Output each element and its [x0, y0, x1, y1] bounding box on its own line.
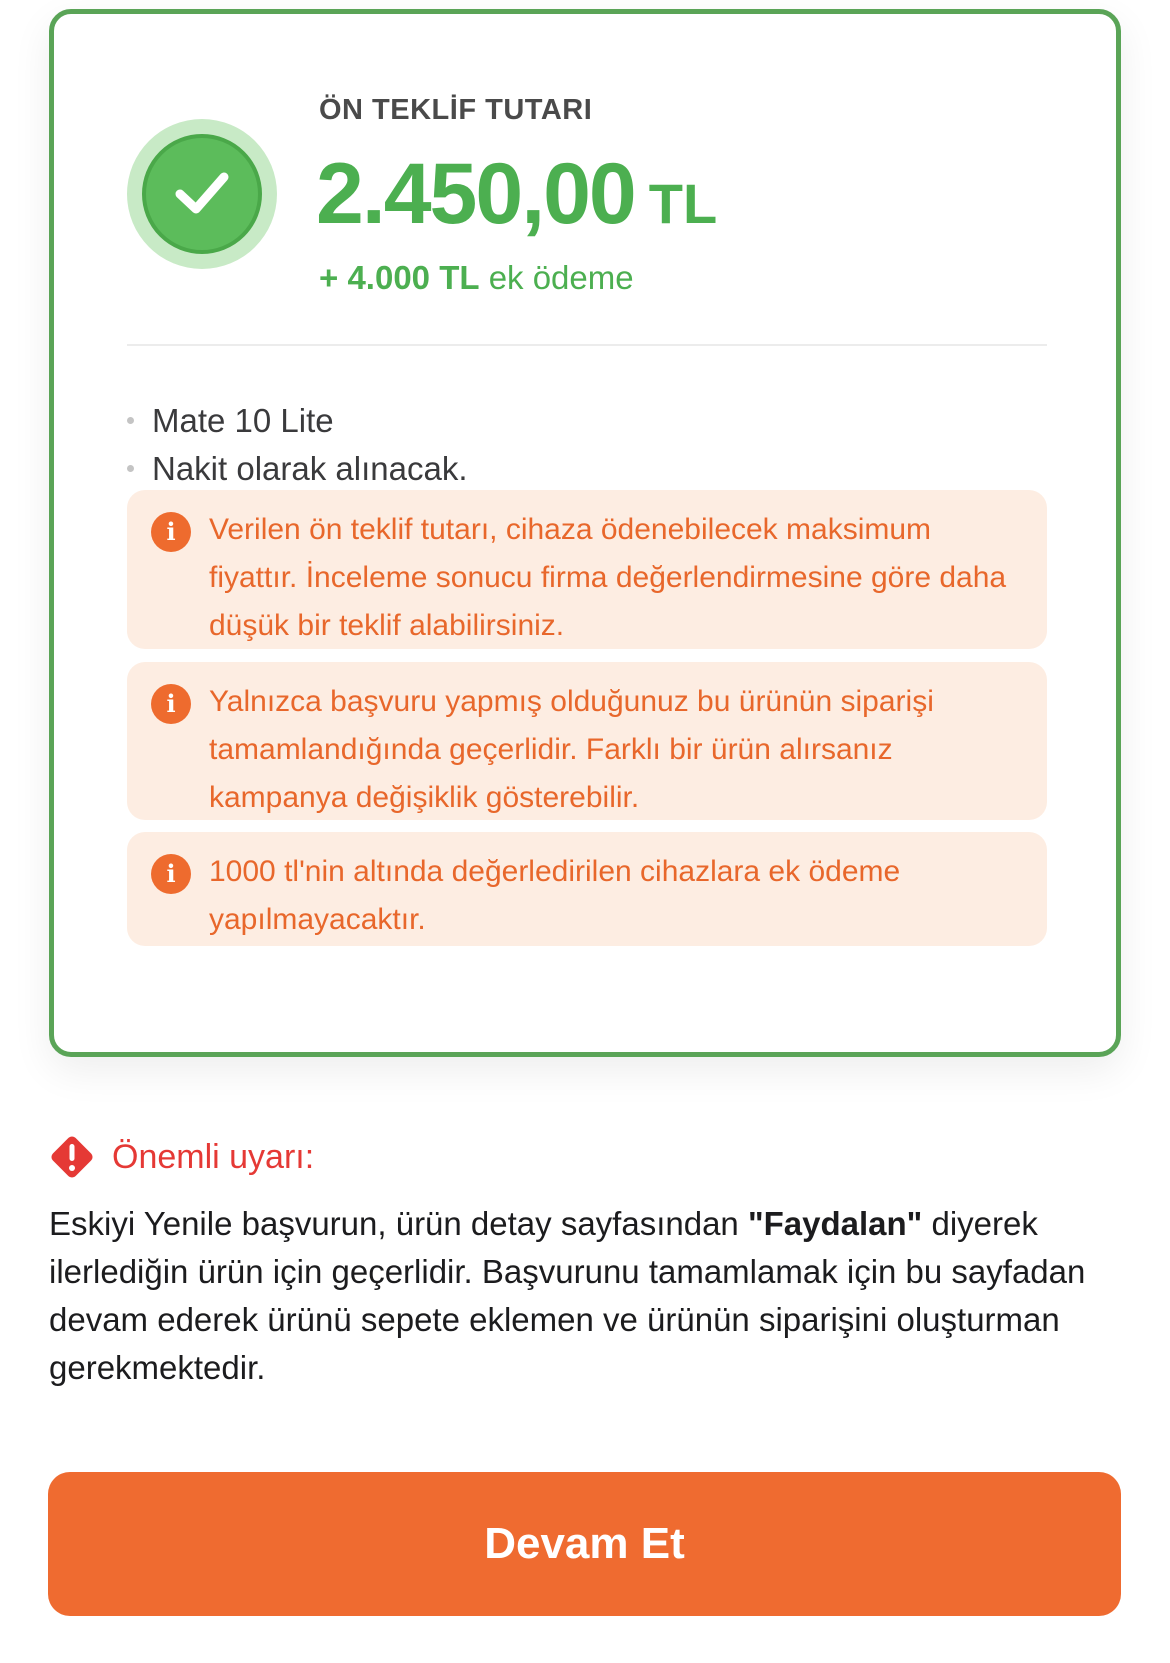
- warning-body-highlight: "Faydalan": [747, 1205, 923, 1242]
- offer-detail-item: [127, 445, 467, 493]
- info-icon: i: [151, 512, 191, 552]
- bullet-dot: [127, 417, 134, 424]
- info-note-max-price: [127, 490, 1047, 649]
- info-note-text: 1000 tl'nin altında değerledirilen cihazlara ek ödeme yapılmayacaktır.: [209, 855, 901, 936]
- warning-body-text-end: diyerek ilerlediğin ürün için geçerlidir. Başvurunu tamamlamak için bu sayfadan devam ederek ürünü sepete eklemen ve ürünün siparişini oluşturman gerekmektedir.: [49, 1205, 1086, 1386]
- continue-button[interactable]: Devam Et: [48, 1472, 1121, 1616]
- payment-method: Nakit olarak alınacak.: [152, 450, 468, 487]
- info-note-extra-payment-limit: [127, 832, 1047, 946]
- device-name: Mate 10 Lite: [152, 402, 334, 439]
- extra-payment-text: ek ödeme: [488, 259, 634, 296]
- extra-payment-amount: + 4.000 TL: [319, 259, 480, 296]
- warning-diamond-icon: [48, 1133, 96, 1181]
- warning-title: Önemli uyarı:: [112, 1138, 315, 1176]
- info-note-text: Yalnızca başvuru yapmış olduğunuz bu ürünün siparişi tamamlandığında geçerlidir. Farklı bir ürün alırsanız kampanya değişiklik gösterebilir.: [209, 685, 934, 814]
- info-note-text: Verilen ön teklif tutarı, cihaza ödenebilecek maksimum fiyattır. İnceleme sonucu firma değerlendirmesine göre daha düşük bir teklif alabilirsiniz.: [209, 513, 1007, 642]
- card-divider: [127, 344, 1047, 346]
- offer-amount-currency: TL: [648, 172, 718, 235]
- offer-amount-value: 2.450,00: [316, 146, 635, 242]
- offer-label: ÖN TEKLİF TUTARI: [319, 94, 593, 126]
- info-note-order-validity: [127, 662, 1047, 820]
- check-icon-circle: [142, 134, 262, 254]
- offer-detail-list: [127, 397, 467, 493]
- warning-body-text-start: Eskiyi Yenile başvurun, ürün detay sayfasından: [49, 1205, 748, 1242]
- info-icon: i: [151, 684, 191, 724]
- extra-payment: [319, 259, 634, 297]
- warning-body: [49, 1200, 1129, 1392]
- check-icon: [127, 119, 277, 269]
- offer-amount: [316, 146, 718, 242]
- offer-card: [49, 9, 1121, 1057]
- info-icon: i: [151, 854, 191, 894]
- checkmark-glyph: [174, 168, 230, 220]
- bullet-dot: [127, 465, 134, 472]
- offer-detail-item: [127, 397, 467, 445]
